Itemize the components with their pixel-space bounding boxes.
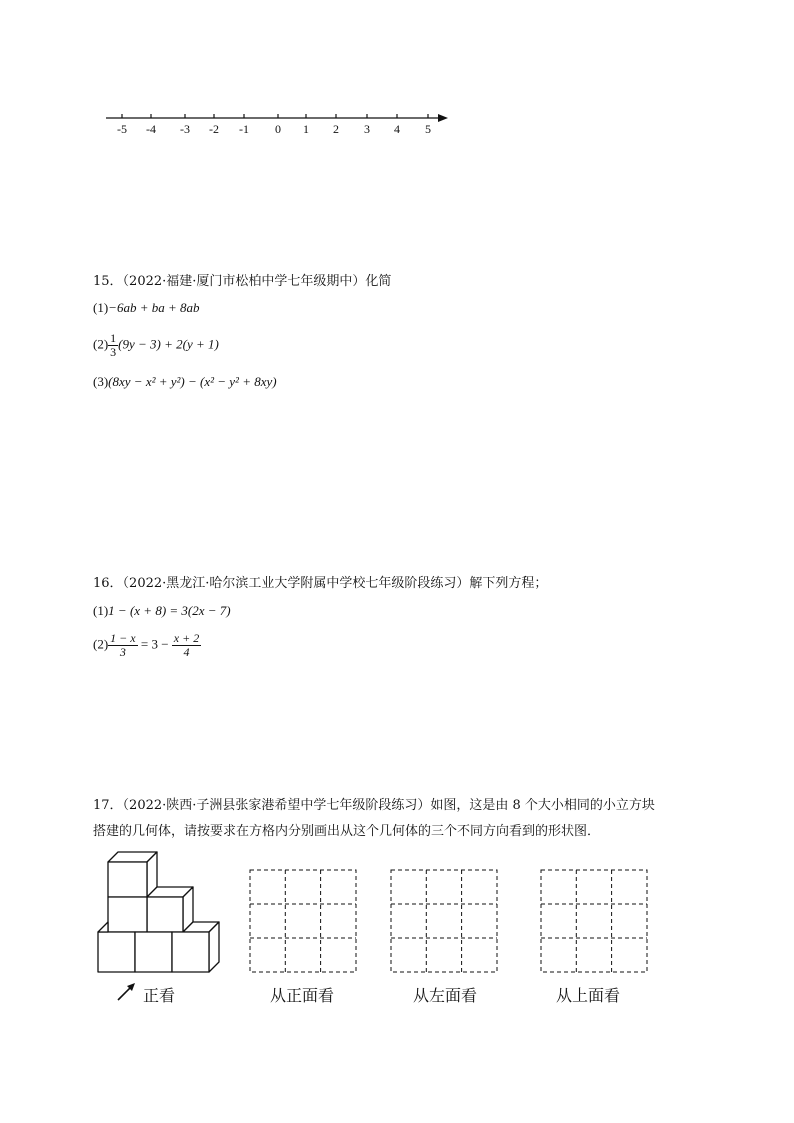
q15-part1-expression: −6ab + ba + 8ab	[108, 300, 200, 315]
number-line-label: -4	[146, 122, 156, 136]
q16-part1-number: (1)	[93, 603, 109, 618]
number-line-label: 1	[303, 122, 309, 136]
answer-grid-left	[390, 869, 500, 975]
q16-part1-expression: 1 − (x + 8) = 3(2x − 7)	[108, 603, 231, 618]
answer-grid-top	[540, 869, 650, 975]
number-line-label: -2	[209, 122, 219, 136]
grid-left-caption: 从左面看	[413, 986, 478, 1005]
grid-top-caption: 从上面看	[556, 986, 621, 1005]
number-line-label: 3	[364, 122, 370, 136]
fraction-numerator: 1	[110, 331, 117, 345]
q15-part1	[93, 299, 200, 317]
q15-title: 15．（2022·福建·厦门市松柏中学七年级期中）化简	[93, 274, 392, 289]
q16-part2	[93, 632, 201, 659]
number-line-label: 4	[394, 122, 400, 136]
q16-part1	[93, 602, 231, 620]
number-line-label: 0	[275, 122, 281, 136]
q15-part3-expression: (8xy − x² + y²) − (x² − y² + 8xy)	[108, 374, 277, 389]
cube-stack-figure	[95, 850, 225, 980]
number-line-label: -1	[239, 122, 249, 136]
q16-part2-number: (2)	[93, 636, 109, 652]
q16-title: 16．（2022·黑龙江·哈尔滨工业大学附属中学校七年级阶段练习）解下列方程；	[93, 576, 548, 591]
q15-part2-expression: (9y − 3) + 2(y + 1)	[118, 336, 219, 352]
number-line-label: -5	[117, 122, 127, 136]
q15-part1-number: (1)	[93, 300, 109, 315]
fraction-denominator: 4	[183, 645, 190, 659]
q15-part2	[93, 332, 219, 359]
fraction-numerator: 1 − x	[110, 631, 136, 645]
q15-part2-number: (2)	[93, 336, 109, 352]
number-line-label: -3	[180, 122, 190, 136]
number-line-label: 2	[333, 122, 339, 136]
q15-part3	[93, 373, 277, 391]
q17-title-line2: 搭建的几何体，请按要求在方格内分别画出从这个几何体的三个不同方向看到的形状图．	[93, 824, 601, 839]
q15-part2-fraction	[108, 332, 118, 359]
q15-part3-number: (3)	[93, 374, 109, 389]
front-view-arrow-icon	[116, 982, 138, 1002]
answer-grid-front	[249, 869, 359, 975]
q16-part2-fraction-right	[172, 632, 201, 659]
front-view-caption: 正看	[143, 986, 176, 1005]
q16-part2-middle: = 3 −	[137, 636, 172, 652]
fraction-denominator: 3	[110, 345, 117, 359]
grid-front-caption: 从正面看	[270, 986, 335, 1005]
fraction-numerator: x + 2	[173, 631, 200, 645]
q16-part2-fraction-left	[108, 632, 137, 659]
number-line-label: 5	[425, 122, 431, 136]
q17-title-line1: 17．（2022·陕西·子洲县张家港希望中学七年级阶段练习）如图，这是由 8 个大小相同的小立方块	[93, 798, 655, 813]
number-line	[100, 105, 460, 145]
fraction-denominator: 3	[119, 645, 126, 659]
